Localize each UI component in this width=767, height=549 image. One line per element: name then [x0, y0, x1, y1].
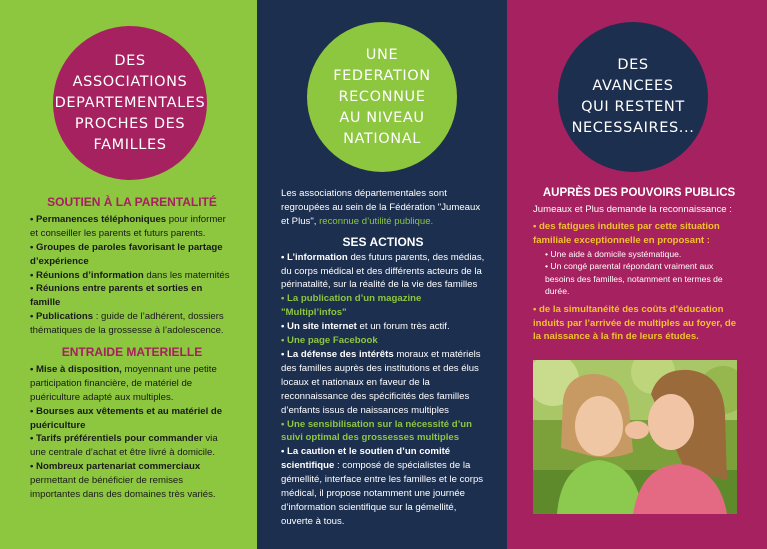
list-item: • L’information des futurs parents, des médias, du corps médical et des différents acteurs de la périnatalité, sur la réalité de la vie des familles	[281, 251, 485, 291]
intro-paragraph: Jumeaux et Plus demande la reconnaissance :	[533, 203, 732, 215]
circle-title: DES AVANCEES QUI RESTENT NECESSAIRES...	[571, 57, 695, 136]
section-heading: ENTRAIDE MATERIELLE	[61, 345, 203, 359]
title-circle-associations	[53, 26, 207, 180]
column-associations	[0, 0, 257, 549]
list-item: • Nombreux partenariat commerciaux permettant de bénéficier de remises importantes dans des domaines très variés.	[30, 461, 216, 501]
circle-title: DES ASSOCIATIONS DEPARTEMENTALES PROCHES DES FAMILLES	[54, 52, 206, 153]
list-item: • Permanences téléphoniques pour informer et conseiller les parents et futurs parents.	[30, 213, 226, 239]
section-heading: SES ACTIONS	[342, 234, 424, 249]
list-item: • La caution et le soutien d’un comité scientifique : composé de spécialistes de la gémellité, interface entre les familles et le corps médical, il propose notamment une journée d’information scientifique sur la gémellité, ouverte à tous.	[281, 446, 484, 527]
list-item: • Mise à disposition, moyennant une petite participation financière, de matériel de puériculture adapté aux multiples.	[30, 363, 217, 403]
circle-title: UNE FEDERATION RECONNUE AU NIVEAU NATIONAL	[333, 46, 431, 147]
sub-list-item: • Un congé parental répondant vraiment aux besoins des familles, notamment en termes de durée.	[545, 261, 723, 297]
section-parentalite	[30, 196, 234, 338]
section-entraide	[30, 346, 234, 502]
list-item: • Publications : guide de l’adhérent, dossiers thématiques de la grossesse à l’adolescence.	[30, 311, 224, 337]
title-circle-federation	[307, 22, 457, 172]
section-heading: SOUTIEN À LA PARENTALITÉ	[47, 195, 217, 209]
section-heading: AUPRÈS DES POUVOIRS PUBLICS	[542, 187, 736, 199]
list-item: • Bourses aux vêtements et au matériel de puériculture	[30, 405, 223, 431]
list-item: • Un site internet et un forum très actif.	[281, 321, 450, 333]
children-photo	[533, 360, 737, 514]
title-circle-avancees	[558, 22, 708, 172]
list-item: • Une page Facebook	[281, 335, 378, 347]
federation-text	[281, 187, 485, 529]
list-item: • Tarifs préférentiels pour commander via une centrale d’achat et être livré à domicile.	[30, 433, 218, 459]
list-item: • des fatigues induites par cette situation familiale exceptionnelle en proposant :	[533, 220, 720, 246]
avancees-text	[533, 187, 745, 344]
column-federation	[257, 0, 507, 549]
sub-list-item: • Une aide à domicile systématique.	[545, 248, 682, 259]
list-item: • La publication d’un magazine "Multipl’infos"	[281, 293, 422, 319]
list-item: • de la simultanéité des coûts d’éducation induits par l’arrivée de multiples au foyer, de la naissance à la fin de leurs études.	[533, 303, 737, 343]
intro-paragraph: Les associations départementales sont regroupées au sein de la Fédération "Jumeaux et Plus", reconnue d’utilité publique.	[281, 188, 481, 227]
list-item: • Une sensibilisation sur la nécessité d’un suivi optimal des grossesses multiples	[281, 418, 473, 444]
column-avancees	[507, 0, 767, 549]
list-item: • Réunions d’information dans les maternités	[30, 269, 230, 281]
list-item: • La défense des intérêts moraux et matériels des familles auprès des institutions et des élus locaux et nationaux en faveur de la reconnaissance des spécificités des familles d’enfants issus de naissances multiples	[281, 348, 481, 416]
list-item: • Réunions entre parents et sorties en famille	[30, 283, 203, 309]
list-item: • Groupes de paroles favorisant le partage d’expérience	[30, 241, 223, 267]
